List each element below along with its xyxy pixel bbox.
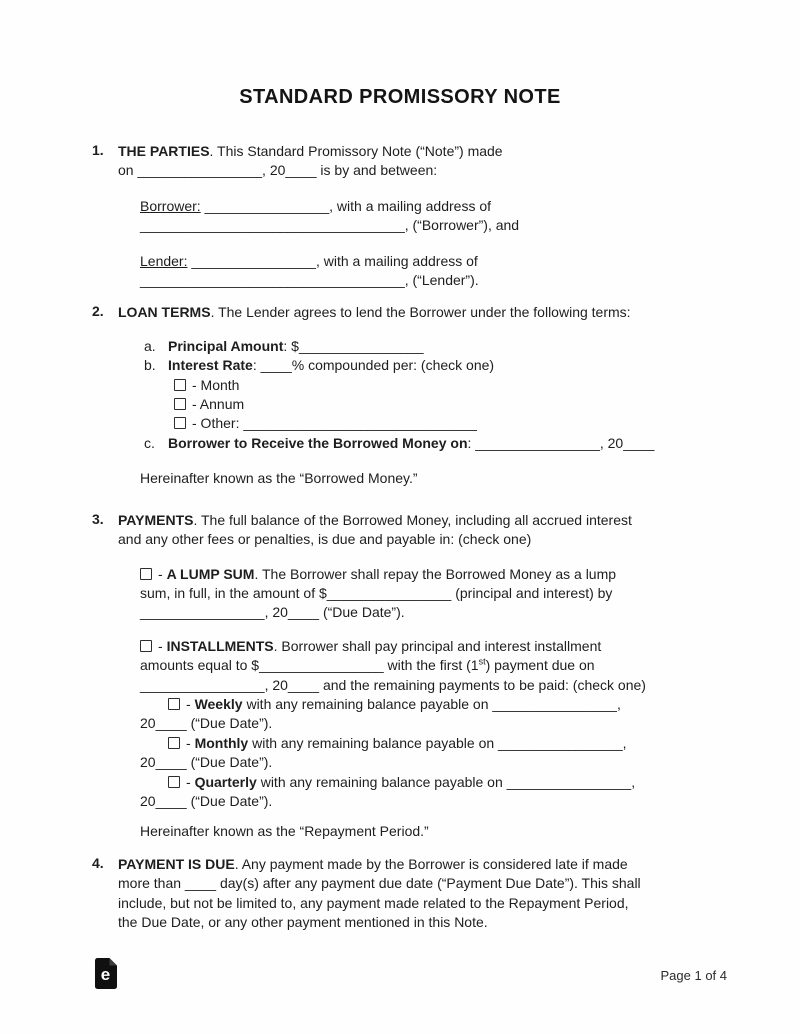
section-4-line-4: the Due Date, or any other payment mentioned in this Note. (118, 914, 488, 930)
monthly-continuation: 20____ (“Due Date”). (140, 754, 273, 771)
lump-sum-line-3: ________________, 20____ (“Due Date”). (140, 604, 405, 621)
compound-other-option (174, 414, 752, 433)
section-3-text: . The full balance of the Borrowed Money, including all accrued interest (193, 511, 632, 528)
installments-line-2-end: ) payment due on (485, 657, 595, 674)
section-2-heading: LOAN TERMS (118, 304, 211, 321)
interest-rate-item (144, 356, 752, 375)
lump-sum-dash: - (158, 565, 167, 582)
checkbox-monthly-icon[interactable] (168, 737, 180, 749)
section-3-payments (92, 511, 752, 550)
checkbox-quarterly-icon[interactable] (168, 776, 180, 788)
borrower-blank-line: ________________, with a mailing address of (200, 197, 492, 214)
month-option-label: - Month (192, 376, 240, 393)
section-1-heading: THE PARTIES (118, 143, 210, 159)
lump-sum-text: . The Borrower shall repay the Borrowed Money as a lump (254, 565, 617, 582)
receive-money-item (144, 434, 752, 453)
quarterly-text: with any remaining balance payable on ________________, (256, 773, 636, 790)
installments-dash: - (158, 637, 167, 654)
borrowed-money-text: Hereinafter known as the “Borrowed Money.” (140, 470, 418, 487)
monthly-dash: - (186, 734, 195, 751)
checkbox-other-icon[interactable] (174, 417, 186, 429)
installments-line-2 (140, 656, 752, 675)
principal-amount-label: Principal Amount (168, 337, 284, 354)
page-footer (0, 954, 800, 1004)
lender-block (140, 252, 752, 291)
borrowed-money-note (140, 469, 752, 488)
installments-label: INSTALLMENTS (166, 637, 274, 654)
lender-blank-line: ________________, with a mailing address of (187, 252, 478, 269)
compound-month-option (174, 376, 752, 395)
monthly-option (168, 734, 752, 753)
quarterly-label: Quarterly (194, 773, 257, 790)
loan-terms-list (144, 337, 752, 453)
section-3-line-1 (118, 511, 752, 530)
section-4-payment-is-due (92, 855, 752, 933)
section-1-number: 1. (92, 142, 104, 158)
interest-rate-label: Interest Rate (168, 357, 253, 374)
section-2-text: . The Lender agrees to lend the Borrower under the following terms: (210, 304, 631, 321)
section-4-line-3: include, but not be limited to, any payment made related to the Repayment Period, (118, 894, 629, 911)
weekly-dash: - (186, 695, 195, 712)
other-option-label: - Other: ______________________________ (192, 415, 477, 432)
checkbox-annum-icon[interactable] (174, 398, 186, 410)
lump-sum-label: A LUMP SUM (166, 565, 255, 582)
weekly-continuation: 20____ (“Due Date”). (140, 715, 273, 732)
section-4-heading: PAYMENT IS DUE (118, 855, 235, 872)
receive-money-blank: : ________________, 20____ (467, 434, 655, 451)
lender-label: Lender: (140, 252, 188, 269)
eforms-logo-icon (95, 958, 117, 989)
compound-annum-option (174, 395, 752, 414)
page-number: Page 1 of 4 (660, 968, 727, 983)
annum-option-label: - Annum (192, 396, 245, 413)
installments-amount-blank: amounts equal to $________________ with the first (1 (140, 657, 479, 674)
receive-money-label: Borrower to Receive the Borrowed Money on (168, 434, 468, 451)
lump-sum-line-1 (140, 565, 752, 584)
monthly-label: Monthly (194, 734, 249, 751)
repayment-period-text: Hereinafter known as the “Repayment Period.” (140, 823, 429, 840)
section-2-number: 2. (92, 303, 104, 320)
weekly-label: Weekly (194, 695, 243, 712)
borrower-block (140, 197, 752, 236)
checkbox-weekly-icon[interactable] (168, 698, 180, 710)
checkbox-installments-icon[interactable] (140, 640, 152, 652)
checkbox-lump-sum-icon[interactable] (140, 568, 152, 580)
installments-line-1 (140, 637, 752, 656)
document-title: STANDARD PROMISSORY NOTE (239, 86, 561, 108)
section-1-line-2: on ________________, 20____ is by and between: (118, 162, 438, 179)
section-1-the-parties (92, 142, 752, 181)
quarterly-dash: - (186, 773, 195, 790)
section-4-line-2: more than ____ day(s) after any payment due date (“Payment Due Date”). This shall (118, 875, 641, 892)
lender-line-1 (140, 252, 752, 271)
section-2-line-1 (118, 303, 752, 322)
weekly-text: with any remaining balance payable on ________________, (242, 695, 621, 712)
lump-sum-option (140, 565, 752, 623)
quarterly-continuation: 20____ (“Due Date”). (140, 792, 273, 809)
borrower-line-2: __________________________________, (“Borrower”), and (140, 217, 520, 234)
quarterly-option (168, 773, 752, 792)
section-4-number: 4. (92, 854, 104, 871)
principal-amount-blank: : $________________ (283, 337, 424, 354)
first-superscript: st (478, 656, 486, 667)
repayment-period-note (140, 822, 752, 841)
checkbox-month-icon[interactable] (174, 379, 186, 391)
section-1-text: . This Standard Promissory Note (“Note”) made (209, 143, 503, 159)
section-4-line-1 (118, 855, 752, 874)
installments-line-3: ________________, 20____ and the remaining payments to be paid: (check one) (140, 676, 646, 693)
section-4-text: . Any payment made by the Borrower is considered late if made (234, 855, 628, 872)
installments-option (140, 637, 752, 812)
item-b-letter: b. (144, 357, 156, 374)
document-body (92, 142, 752, 932)
lump-sum-line-2: sum, in full, in the amount of $________________ (principal and interest) by (140, 584, 613, 601)
section-3-line-2: and any other fees or penalties, is due and payable in: (check one) (118, 531, 532, 548)
section-3-number: 3. (92, 510, 104, 527)
lender-line-2: __________________________________, (“Lender”). (140, 272, 479, 289)
principal-amount-item (144, 337, 752, 356)
installments-text: . Borrower shall pay principal and interest installment (273, 637, 602, 654)
section-2-loan-terms (92, 303, 752, 322)
section-1-line-1 (118, 142, 752, 161)
borrower-label: Borrower: (140, 197, 201, 214)
section-3-heading: PAYMENTS (118, 511, 194, 528)
weekly-option (168, 695, 752, 714)
item-a-letter: a. (144, 337, 156, 354)
borrower-line-1 (140, 197, 752, 216)
item-c-letter: c. (144, 434, 155, 451)
interest-rate-blank: : ____% compounded per: (check one) (252, 357, 495, 374)
monthly-text: with any remaining balance payable on ________________, (248, 734, 627, 751)
eforms-logo-letter: e (100, 965, 111, 984)
